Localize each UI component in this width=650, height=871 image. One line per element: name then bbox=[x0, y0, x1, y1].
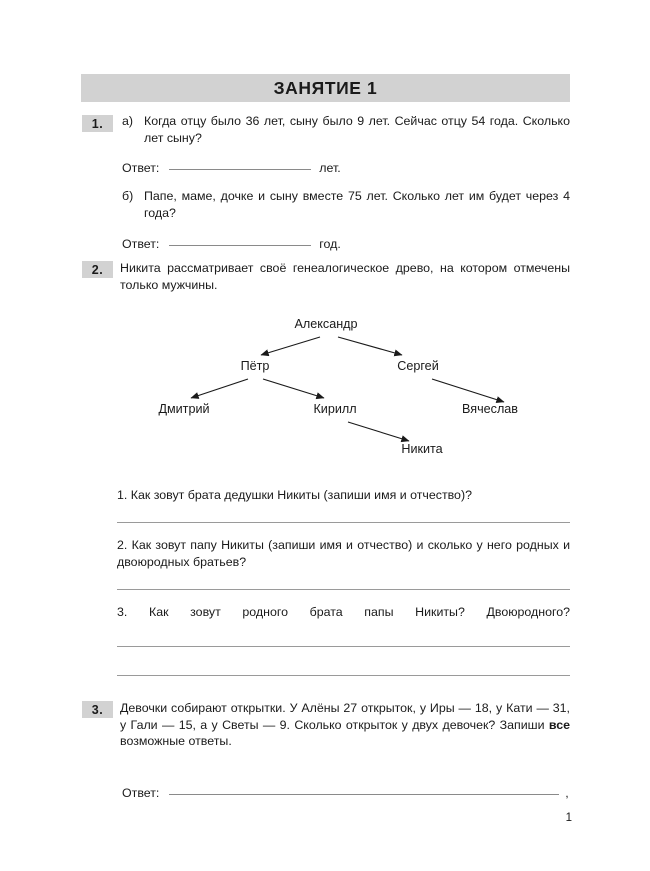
answer-rule-line[interactable] bbox=[117, 675, 570, 676]
task-2-question-3: 3. Как зовут родного брата папы Никиты? Двоюродного? bbox=[117, 605, 570, 619]
tree-node-kirill: Кирилл bbox=[313, 402, 357, 416]
answer-punctuation: , bbox=[565, 786, 569, 800]
tree-node-sergey: Сергей bbox=[397, 359, 439, 373]
task-1-part-b-label: б) bbox=[122, 189, 134, 203]
task-3-text-before: Девочки собирают открытки. У Алёны 27 открыток, у Иры — 18, у Кати — 31, у Гали — 15, а у Светы — 9. Сколько открыток у двух девочек? Запиши bbox=[120, 701, 570, 732]
task-2-question-1: 1. Как зовут брата дедушки Никиты (запиши имя и отчество)? bbox=[117, 488, 472, 502]
task-1-part-b-answer bbox=[122, 236, 341, 252]
answer-unit: год. bbox=[319, 237, 341, 251]
answer-blank-line[interactable] bbox=[169, 794, 559, 795]
tree-node-petr: Пётр bbox=[240, 359, 270, 373]
task-3-bold-word: все bbox=[548, 717, 570, 732]
answer-rule-line[interactable] bbox=[117, 646, 570, 647]
answer-label: Ответ: bbox=[122, 161, 160, 175]
tree-node-nikita: Никита bbox=[401, 442, 443, 456]
answer-rule-line[interactable] bbox=[117, 589, 570, 590]
task-1-part-b-text: Папе, маме, дочке и сыну вместе 75 лет. Сколько лет им будет через 4 года? bbox=[144, 189, 570, 220]
tree-node-dmitriy: Дмитрий bbox=[158, 402, 210, 416]
answer-unit: лет. bbox=[319, 161, 341, 175]
answer-rule-line[interactable] bbox=[117, 522, 570, 523]
answer-label: Ответ: bbox=[122, 786, 160, 800]
tree-node-aleksandr: Александр bbox=[294, 317, 358, 331]
answer-blank-line[interactable] bbox=[169, 245, 311, 246]
task-3-answer bbox=[122, 785, 569, 801]
task-badge-3: 3. bbox=[82, 701, 113, 718]
genealogy-tree-diagram bbox=[120, 305, 550, 470]
task-3-text-after: возможные ответы. bbox=[120, 734, 232, 748]
task-badge-2: 2. bbox=[82, 261, 113, 278]
answer-label: Ответ: bbox=[122, 237, 160, 251]
lesson-title: ЗАНЯТИЕ 1 bbox=[273, 77, 378, 98]
task-badge-1: 1. bbox=[82, 115, 113, 132]
task-2-text: Никита рассматривает своё генеалогическое древо, на котором отмечены только мужчины. bbox=[120, 261, 570, 292]
tree-node-vyacheslav: Вячеслав bbox=[462, 402, 518, 416]
task-1-part-b bbox=[122, 188, 570, 221]
task-1-part-a-label: а) bbox=[122, 114, 134, 128]
task-3-text bbox=[120, 700, 570, 750]
task-1-part-a bbox=[122, 113, 570, 146]
task-1-part-a-text: Когда отцу было 36 лет, сыну было 9 лет. Сейчас отцу 54 года. Сколько лет сыну? bbox=[144, 114, 570, 145]
answer-blank-line[interactable] bbox=[169, 169, 311, 170]
task-1-part-a-answer bbox=[122, 160, 341, 176]
lesson-header bbox=[81, 74, 570, 102]
task-2-question-2: 2. Как зовут папу Никиты (запиши имя и отчество) и сколько у него родных и двоюродных братьев? bbox=[117, 538, 570, 569]
task-3-line-group bbox=[120, 700, 570, 750]
page-number: 1 bbox=[565, 812, 572, 824]
